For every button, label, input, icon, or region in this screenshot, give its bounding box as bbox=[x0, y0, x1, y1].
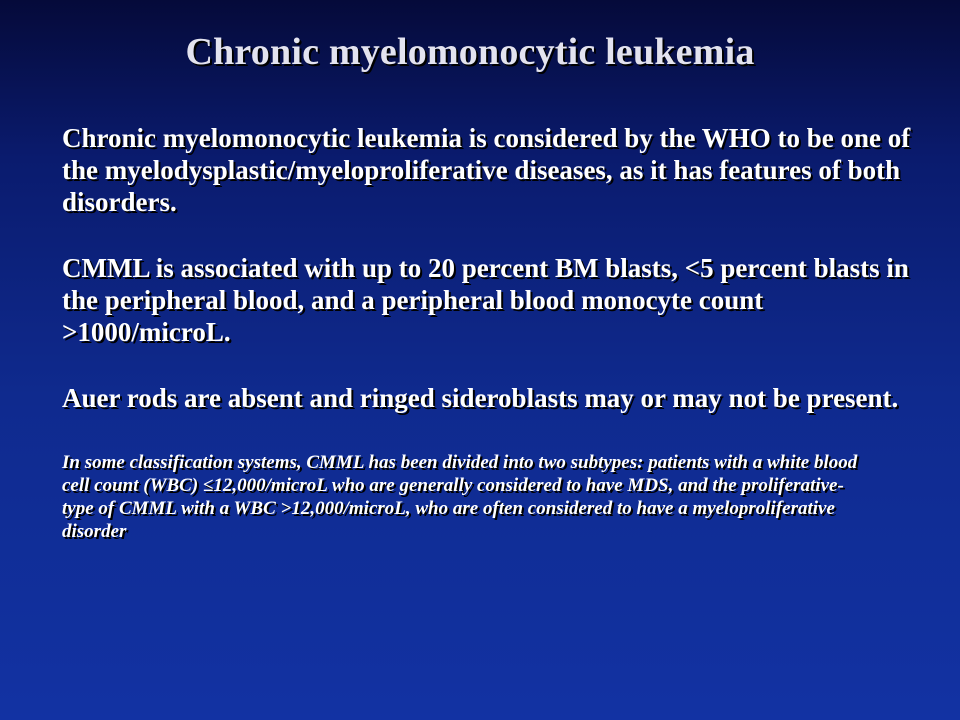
note-subtypes: In some classification systems, CMML has been divided into two subtypes: patients with a white blood cell count (WBC) ≤12,000/microL who are generally considered to have MDS, and the proliferative-type of CMML with a WBC >12,000/microL, who are often considered to have a myeloproliferative disorder bbox=[62, 452, 858, 542]
paragraph-auer-rods: Auer rods are absent and ringed sideroblasts may or may not be present. bbox=[62, 383, 899, 413]
slide-title: Chronic myelomonocytic leukemia bbox=[185, 31, 755, 73]
slide-body bbox=[62, 122, 912, 543]
paragraph-who-classification: Chronic myelomonocytic leukemia is considered by the WHO to be one of the myelodysplastic/myeloproliferative diseases, as it has features of both disorders. bbox=[62, 123, 911, 217]
paragraph-cmml-criteria: CMML is associated with up to 20 percent BM blasts, <5 percent blasts in the peripheral blood, and a peripheral blood monocyte count >1000/microL. bbox=[62, 253, 909, 347]
